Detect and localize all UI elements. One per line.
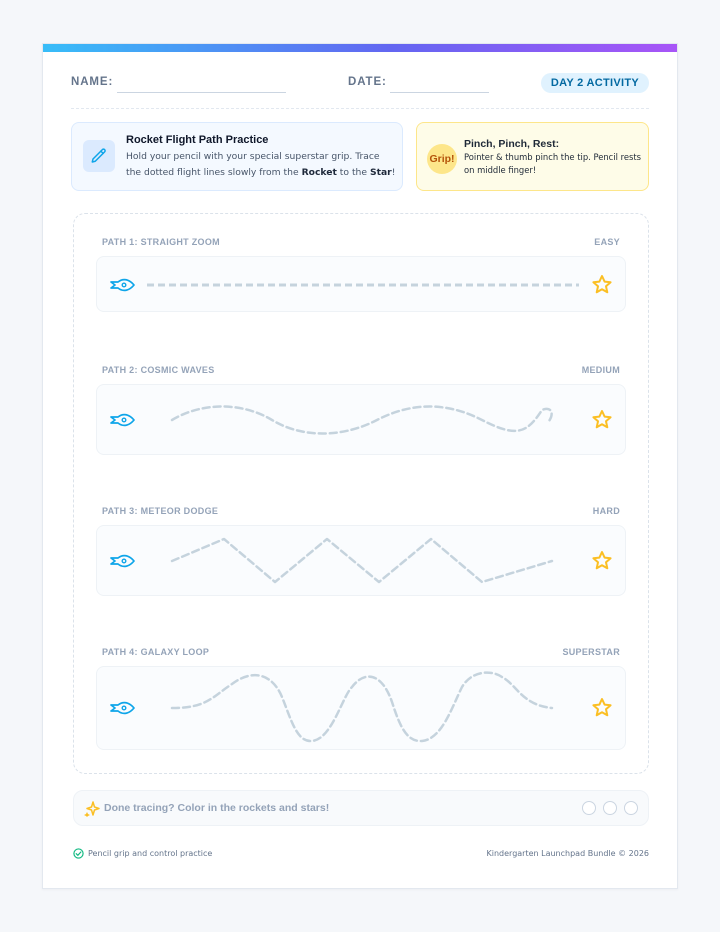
star-icon — [593, 411, 610, 427]
date-field-line[interactable] — [390, 92, 489, 93]
practice-area — [73, 213, 649, 774]
footer-left-note: Pencil grip and control practice — [88, 849, 213, 858]
star-icon — [593, 276, 610, 292]
header-divider — [71, 108, 649, 109]
completion-prompt: Done tracing? Color in the rockets and stars! — [104, 802, 330, 814]
day-badge: DAY 2 ACTIVITY — [541, 73, 649, 93]
path-2-trace-area[interactable] — [96, 384, 626, 455]
name-field-line[interactable] — [117, 92, 286, 93]
rocket-word: Rocket — [301, 167, 337, 178]
grip-tip-card — [416, 122, 649, 191]
pencil-icon — [83, 140, 115, 172]
completion-circle-3[interactable] — [624, 801, 638, 815]
date-label: DATE: — [348, 76, 387, 88]
gradient-top-bar — [43, 44, 677, 52]
sparkle-icon — [84, 801, 100, 817]
grip-tip-body: Pointer & thumb pinch the tip. Pencil rests on middle finger! — [464, 152, 642, 175]
path-1-trace-area[interactable] — [96, 256, 626, 312]
completion-circle-1[interactable] — [582, 801, 596, 815]
grip-tip-title: Pinch, Pinch, Rest: — [464, 138, 560, 150]
star-icon — [593, 552, 610, 568]
instruction-card — [71, 122, 403, 191]
trace-path-zigzag — [172, 539, 552, 582]
check-circle-icon — [73, 848, 84, 859]
path-3-trace-area[interactable] — [96, 525, 626, 596]
path-3-level: HARD — [592, 506, 620, 516]
path-2-level: MEDIUM — [581, 365, 620, 375]
rocket-icon — [111, 280, 134, 291]
name-label: NAME: — [71, 76, 114, 88]
instruction-title: Rocket Flight Path Practice — [126, 134, 269, 146]
path-4-label: PATH 4: GALAXY LOOP — [102, 647, 210, 657]
path-2-label: PATH 2: COSMIC WAVES — [102, 365, 215, 375]
star-icon — [593, 699, 610, 715]
completion-circle-2[interactable] — [603, 801, 617, 815]
footer-right-note: Kindergarten Launchpad Bundle © 2026 — [486, 849, 649, 858]
path-3-label: PATH 3: METEOR DODGE — [102, 506, 219, 516]
instruction-body: Hold your pencil with your special superstar grip. Trace the dotted flight lines slowly from the Rocket to the Star! — [126, 151, 396, 178]
rocket-icon — [111, 703, 134, 714]
path-4-level: SUPERSTAR — [562, 647, 620, 657]
grip-badge: Grip! — [427, 144, 457, 174]
trace-path-loop — [172, 673, 552, 741]
footer-left — [73, 848, 212, 859]
completion-bar — [73, 790, 649, 826]
rocket-icon — [111, 415, 134, 426]
trace-path-wave — [172, 407, 552, 434]
star-word: Star — [369, 167, 392, 178]
path-1-level: EASY — [594, 237, 620, 247]
worksheet — [42, 43, 678, 889]
rocket-icon — [111, 556, 134, 567]
path-1-label: PATH 1: STRAIGHT ZOOM — [102, 237, 220, 247]
path-4-trace-area[interactable] — [96, 666, 626, 750]
